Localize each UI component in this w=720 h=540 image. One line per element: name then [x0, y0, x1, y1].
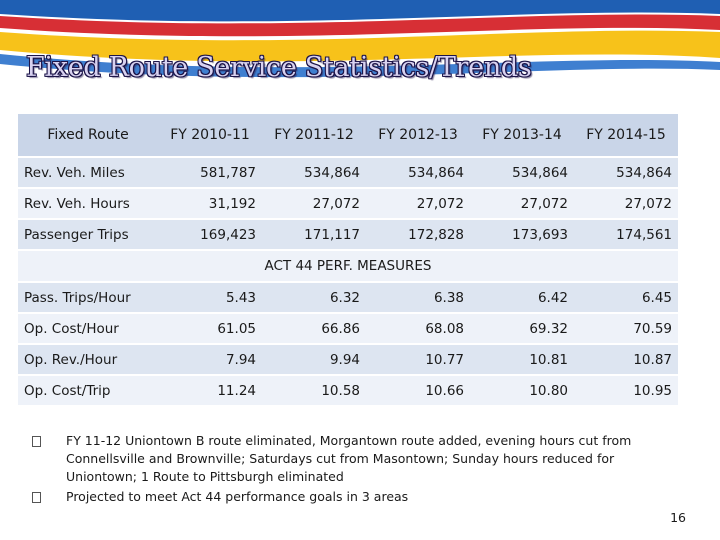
table-cell: 171,117: [262, 220, 366, 249]
table-cell: 27,072: [262, 189, 366, 218]
header-fy-2014-15: FY 2014-15: [574, 114, 678, 156]
table-cell: 534,864: [470, 158, 574, 187]
table-cell: 27,072: [574, 189, 678, 218]
table-cell: 534,864: [262, 158, 366, 187]
checkbox-bullet-icon: [32, 492, 41, 503]
table-cell: 61.05: [158, 314, 262, 343]
row-label-op-rev-hour: Op. Rev./Hour: [18, 345, 158, 374]
statistics-table: [18, 112, 678, 407]
table-row: [18, 283, 678, 312]
table-header-row: [18, 114, 678, 156]
notes-list: [26, 432, 676, 508]
table-cell: 6.32: [262, 283, 366, 312]
table-cell: 10.77: [366, 345, 470, 374]
table-cell: 10.81: [470, 345, 574, 374]
table-cell: 69.32: [470, 314, 574, 343]
header-fixed-route: Fixed Route: [18, 114, 158, 156]
slide-title: Fixed Route Service Statistics/Trends: [26, 52, 532, 83]
row-label-passenger-trips: Passenger Trips: [18, 220, 158, 249]
table-cell: 581,787: [158, 158, 262, 187]
row-label-pass-trips-hour: Pass. Trips/Hour: [18, 283, 158, 312]
header-fy-2010-11: FY 2010-11: [158, 114, 262, 156]
table-cell: 7.94: [158, 345, 262, 374]
table-row: [18, 220, 678, 249]
note-text: FY 11-12 Uniontown B route eliminated, Morgantown route added, evening hours cut from Connellsville and Brownville; Saturdays cut from Masontown; Sunday hours reduced for Uniontown; 1 Route to Pittsburgh eliminated: [66, 433, 632, 484]
table-cell: 534,864: [366, 158, 470, 187]
table-cell: 173,693: [470, 220, 574, 249]
list-item: [26, 432, 676, 486]
table-cell: 10.58: [262, 376, 366, 405]
table-cell: 534,864: [574, 158, 678, 187]
table-cell: 10.95: [574, 376, 678, 405]
table-cell: 27,072: [470, 189, 574, 218]
table-cell: 6.45: [574, 283, 678, 312]
table-cell: 68.08: [366, 314, 470, 343]
checkbox-bullet-icon: [32, 436, 41, 447]
table-cell: 9.94: [262, 345, 366, 374]
header-fy-2013-14: FY 2013-14: [470, 114, 574, 156]
row-label-rev-veh-hours: Rev. Veh. Hours: [18, 189, 158, 218]
header-fy-2012-13: FY 2012-13: [366, 114, 470, 156]
table-cell: 27,072: [366, 189, 470, 218]
table-cell: 6.42: [470, 283, 574, 312]
table-cell: 10.87: [574, 345, 678, 374]
table-cell: 172,828: [366, 220, 470, 249]
table-cell: 10.66: [366, 376, 470, 405]
table-cell: 5.43: [158, 283, 262, 312]
page-number: 16: [670, 510, 686, 525]
table-row: [18, 345, 678, 374]
list-item: [26, 488, 676, 506]
table-row: [18, 314, 678, 343]
table-cell: 6.38: [366, 283, 470, 312]
header-fy-2011-12: FY 2011-12: [262, 114, 366, 156]
row-label-op-cost-trip: Op. Cost/Trip: [18, 376, 158, 405]
section-heading-row: [18, 251, 678, 281]
table-row: [18, 189, 678, 218]
note-text: Projected to meet Act 44 performance goals in 3 areas: [66, 489, 409, 504]
table-cell: 31,192: [158, 189, 262, 218]
table-cell: 11.24: [158, 376, 262, 405]
section-heading-act-44: ACT 44 PERF. MEASURES: [18, 251, 678, 281]
table-cell: 174,561: [574, 220, 678, 249]
table-cell: 70.59: [574, 314, 678, 343]
table-cell: 169,423: [158, 220, 262, 249]
table-row: [18, 376, 678, 405]
row-label-op-cost-hour: Op. Cost/Hour: [18, 314, 158, 343]
table-cell: 10.80: [470, 376, 574, 405]
row-label-rev-veh-miles: Rev. Veh. Miles: [18, 158, 158, 187]
table-row: [18, 158, 678, 187]
table-cell: 66.86: [262, 314, 366, 343]
